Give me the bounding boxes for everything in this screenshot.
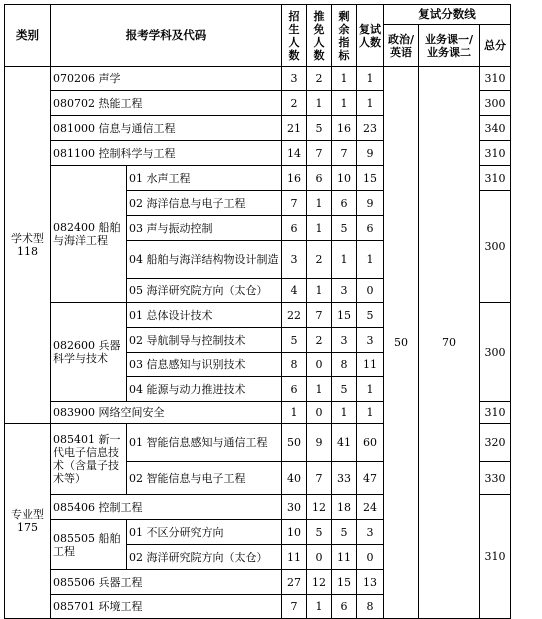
direction-cell: 01 不区分研究方向 bbox=[127, 520, 282, 545]
subject-cell: 085506 兵器工程 bbox=[51, 570, 282, 595]
enroll-cell: 6 bbox=[282, 377, 307, 402]
exempt-cell: 0 bbox=[307, 402, 332, 424]
direction-cell: 01 总体设计技术 bbox=[127, 303, 282, 328]
enroll-cell: 7 bbox=[282, 595, 307, 619]
exempt-cell: 7 bbox=[307, 303, 332, 328]
subject-cell: 080702 热能工程 bbox=[51, 91, 282, 116]
subject-cell: 083900 网络空间安全 bbox=[51, 402, 282, 424]
subject-cell: 082400 船舶与海洋工程 bbox=[51, 166, 127, 303]
exempt-cell: 2 bbox=[307, 67, 332, 91]
politics-score: 50 bbox=[384, 67, 419, 619]
enroll-cell: 7 bbox=[282, 191, 307, 216]
remaining-cell: 1 bbox=[332, 402, 357, 424]
subject-cell: 070206 声学 bbox=[51, 67, 282, 91]
remaining-cell: 1 bbox=[332, 241, 357, 279]
enroll-cell: 11 bbox=[282, 545, 307, 570]
retest-cell: 3 bbox=[357, 328, 384, 353]
header-total: 总分 bbox=[480, 25, 511, 67]
subject-cell: 081100 控制科学与工程 bbox=[51, 141, 282, 166]
admission-table bbox=[4, 4, 511, 619]
header-enroll: 招生人数 bbox=[282, 5, 307, 67]
remaining-cell: 15 bbox=[332, 570, 357, 595]
enroll-cell: 3 bbox=[282, 67, 307, 91]
remaining-cell: 41 bbox=[332, 424, 357, 462]
remaining-cell: 8 bbox=[332, 353, 357, 377]
retest-cell: 60 bbox=[357, 424, 384, 462]
enroll-cell: 21 bbox=[282, 116, 307, 141]
direction-cell: 05 海洋研究院方向（太仓） bbox=[127, 279, 282, 303]
total-cell: 300 bbox=[480, 191, 511, 303]
remaining-cell: 11 bbox=[332, 545, 357, 570]
remaining-cell: 7 bbox=[332, 141, 357, 166]
exempt-cell: 1 bbox=[307, 279, 332, 303]
total-cell: 310 bbox=[480, 166, 511, 191]
total-cell: 300 bbox=[480, 91, 511, 116]
exempt-cell: 2 bbox=[307, 241, 332, 279]
total-cell: 310 bbox=[480, 495, 511, 619]
retest-cell: 0 bbox=[357, 279, 384, 303]
direction-cell: 02 海洋信息与电子工程 bbox=[127, 191, 282, 216]
exempt-cell: 9 bbox=[307, 424, 332, 462]
retest-cell: 1 bbox=[357, 67, 384, 91]
subject-cell: 085701 环境工程 bbox=[51, 595, 282, 619]
retest-cell: 9 bbox=[357, 141, 384, 166]
remaining-cell: 1 bbox=[332, 91, 357, 116]
remaining-cell: 6 bbox=[332, 595, 357, 619]
retest-cell: 0 bbox=[357, 545, 384, 570]
exempt-cell: 1 bbox=[307, 91, 332, 116]
exempt-cell: 1 bbox=[307, 216, 332, 241]
direction-cell: 03 信息感知与识别技术 bbox=[127, 353, 282, 377]
header-retest: 复试人数 bbox=[357, 5, 384, 67]
exempt-cell: 7 bbox=[307, 141, 332, 166]
enroll-cell: 2 bbox=[282, 91, 307, 116]
remaining-cell: 3 bbox=[332, 328, 357, 353]
remaining-cell: 5 bbox=[332, 377, 357, 402]
remaining-cell: 3 bbox=[332, 279, 357, 303]
retest-cell: 6 bbox=[357, 216, 384, 241]
courses-score: 70 bbox=[419, 67, 480, 619]
subject-cell: 085401 新一代电子信息技术（含量子技术等） bbox=[51, 424, 127, 495]
retest-cell: 11 bbox=[357, 353, 384, 377]
group-academic: 学术型 118 bbox=[5, 67, 51, 424]
enroll-cell: 27 bbox=[282, 570, 307, 595]
retest-cell: 1 bbox=[357, 241, 384, 279]
remaining-cell: 18 bbox=[332, 495, 357, 520]
retest-cell: 9 bbox=[357, 191, 384, 216]
header-exempt: 推免人数 bbox=[307, 5, 332, 67]
enroll-cell: 6 bbox=[282, 216, 307, 241]
direction-cell: 02 导航制导与控制技术 bbox=[127, 328, 282, 353]
enroll-cell: 3 bbox=[282, 241, 307, 279]
header-subject: 报考学科及代码 bbox=[51, 5, 282, 67]
remaining-cell: 5 bbox=[332, 216, 357, 241]
direction-cell: 02 智能信息与电子工程 bbox=[127, 462, 282, 495]
exempt-cell: 6 bbox=[307, 166, 332, 191]
exempt-cell: 1 bbox=[307, 595, 332, 619]
retest-cell: 3 bbox=[357, 520, 384, 545]
retest-cell: 23 bbox=[357, 116, 384, 141]
enroll-cell: 22 bbox=[282, 303, 307, 328]
enroll-cell: 50 bbox=[282, 424, 307, 462]
remaining-cell: 16 bbox=[332, 116, 357, 141]
direction-cell: 02 海洋研究院方向（太仓） bbox=[127, 545, 282, 570]
total-cell: 330 bbox=[480, 462, 511, 495]
retest-cell: 8 bbox=[357, 595, 384, 619]
enroll-cell: 8 bbox=[282, 353, 307, 377]
subject-cell: 085406 控制工程 bbox=[51, 495, 282, 520]
enroll-cell: 4 bbox=[282, 279, 307, 303]
direction-cell: 01 水声工程 bbox=[127, 166, 282, 191]
total-cell: 310 bbox=[480, 141, 511, 166]
remaining-cell: 5 bbox=[332, 520, 357, 545]
enroll-cell: 1 bbox=[282, 402, 307, 424]
total-cell: 300 bbox=[480, 303, 511, 402]
total-cell: 310 bbox=[480, 402, 511, 424]
header-remaining: 剩余指标 bbox=[332, 5, 357, 67]
exempt-cell: 12 bbox=[307, 570, 332, 595]
retest-cell: 1 bbox=[357, 402, 384, 424]
total-cell: 310 bbox=[480, 67, 511, 91]
exempt-cell: 1 bbox=[307, 191, 332, 216]
direction-cell: 04 船舶与海洋结构物设计制造 bbox=[127, 241, 282, 279]
exempt-cell: 0 bbox=[307, 353, 332, 377]
exempt-cell: 1 bbox=[307, 377, 332, 402]
exempt-cell: 12 bbox=[307, 495, 332, 520]
remaining-cell: 6 bbox=[332, 191, 357, 216]
direction-cell: 04 能源与动力推进技术 bbox=[127, 377, 282, 402]
direction-cell: 03 声与振动控制 bbox=[127, 216, 282, 241]
header-category: 类别 bbox=[5, 5, 51, 67]
exempt-cell: 2 bbox=[307, 328, 332, 353]
retest-cell: 47 bbox=[357, 462, 384, 495]
exempt-cell: 5 bbox=[307, 116, 332, 141]
exempt-cell: 5 bbox=[307, 520, 332, 545]
retest-cell: 15 bbox=[357, 166, 384, 191]
retest-cell: 13 bbox=[357, 570, 384, 595]
retest-cell: 1 bbox=[357, 377, 384, 402]
header-courses: 业务课一/业务课二 bbox=[419, 25, 480, 67]
subject-cell: 081000 信息与通信工程 bbox=[51, 116, 282, 141]
retest-cell: 5 bbox=[357, 303, 384, 328]
subject-cell: 082600 兵器科学与技术 bbox=[51, 303, 127, 402]
remaining-cell: 1 bbox=[332, 67, 357, 91]
subject-cell: 085505 船舶工程 bbox=[51, 520, 127, 570]
retest-cell: 24 bbox=[357, 495, 384, 520]
enroll-cell: 30 bbox=[282, 495, 307, 520]
remaining-cell: 10 bbox=[332, 166, 357, 191]
remaining-cell: 33 bbox=[332, 462, 357, 495]
enroll-cell: 5 bbox=[282, 328, 307, 353]
exempt-cell: 0 bbox=[307, 545, 332, 570]
enroll-cell: 10 bbox=[282, 520, 307, 545]
enroll-cell: 40 bbox=[282, 462, 307, 495]
group-professional: 专业型 175 bbox=[5, 424, 51, 619]
header-politics: 政治/英语 bbox=[384, 25, 419, 67]
direction-cell: 01 智能信息感知与通信工程 bbox=[127, 424, 282, 462]
exempt-cell: 7 bbox=[307, 462, 332, 495]
retest-cell: 1 bbox=[357, 91, 384, 116]
total-cell: 320 bbox=[480, 424, 511, 462]
enroll-cell: 16 bbox=[282, 166, 307, 191]
header-score-line: 复试分数线 bbox=[384, 5, 511, 25]
remaining-cell: 15 bbox=[332, 303, 357, 328]
total-cell: 340 bbox=[480, 116, 511, 141]
enroll-cell: 14 bbox=[282, 141, 307, 166]
